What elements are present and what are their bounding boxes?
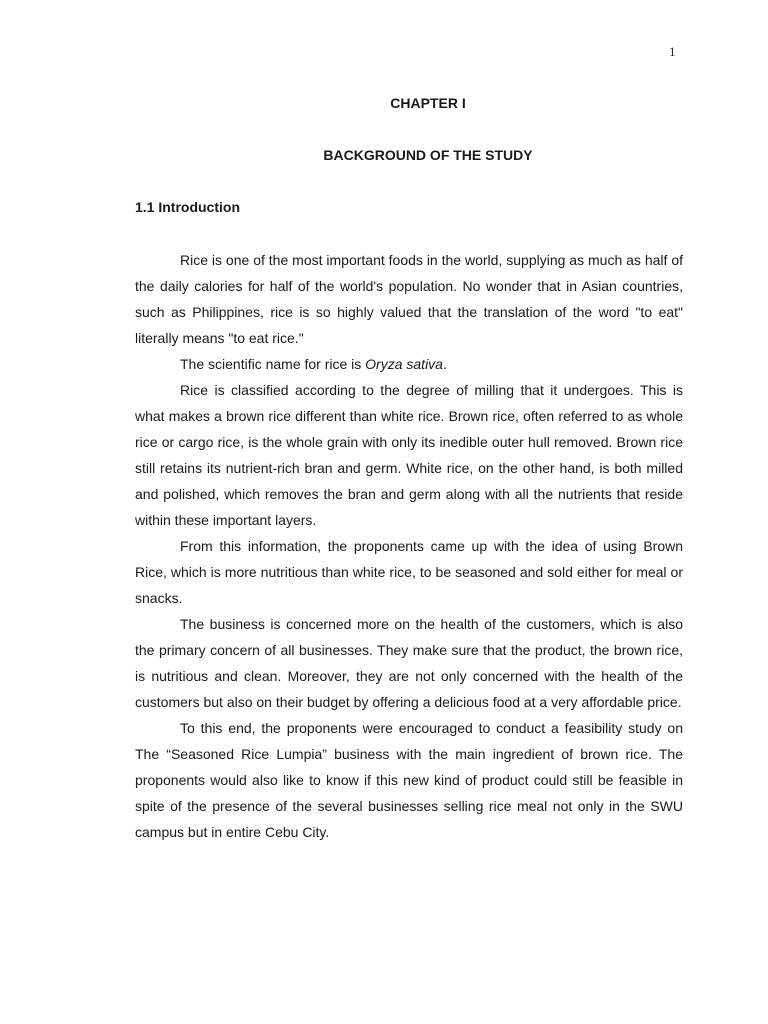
section-heading: 1.1 Introduction	[135, 199, 240, 215]
chapter-subtitle: BACKGROUND OF THE STUDY	[323, 147, 533, 163]
paragraph-4: From this information, the proponents came up with the idea of using Brown Rice, which is more nutritious than white rice, to be seasoned and sold either for meal or snacks.	[135, 538, 683, 606]
paragraph-1: Rice is one of the most important foods in the world, supplying as much as half of the daily calories for half of the world's population. No wonder that in Asian countries, such as Philippines, rice is so highly valued that the translation of the word "to eat" literally means "to eat rice."	[135, 252, 683, 346]
paragraph-2-suffix: .	[442, 356, 447, 372]
paragraph-2-prefix: The scientific name for rice is	[180, 356, 366, 372]
page-number: 1	[669, 44, 676, 59]
paragraph-5: The business is concerned more on the health of the customers, which is also the primary concern of all businesses. They make sure that the product, the brown rice, is nutritious and clean. Moreover, they are not only concerned with the health of the customers but also on their budget by offering a delicious food at a very affordable price.	[135, 616, 683, 710]
paragraph-3: Rice is classified according to the degree of milling that it undergoes. This is what makes a brown rice different than white rice. Brown rice, often referred to as whole rice or cargo rice, is the whole grain with only its inedible outer hull removed. Brown rice still retains its nutrient-rich bran and germ. White rice, on the other hand, is both milled and polished, which removes the bran and germ along with all the nutrients that reside within these important layers.	[135, 382, 683, 528]
paragraph-6: To this end, the proponents were encouraged to conduct a feasibility study on The “Seasoned Rice Lumpia” business with the main ingredient of brown rice. The proponents would also like to know if this new kind of product could still be feasible in spite of the presence of the several businesses selling rice meal not only in the SWU campus but in entire Cebu City.	[135, 720, 683, 840]
paragraph-2	[135, 351, 683, 377]
chapter-title: CHAPTER I	[390, 95, 466, 111]
body-text	[135, 247, 683, 845]
scientific-name: Oryza sativa	[365, 356, 443, 372]
